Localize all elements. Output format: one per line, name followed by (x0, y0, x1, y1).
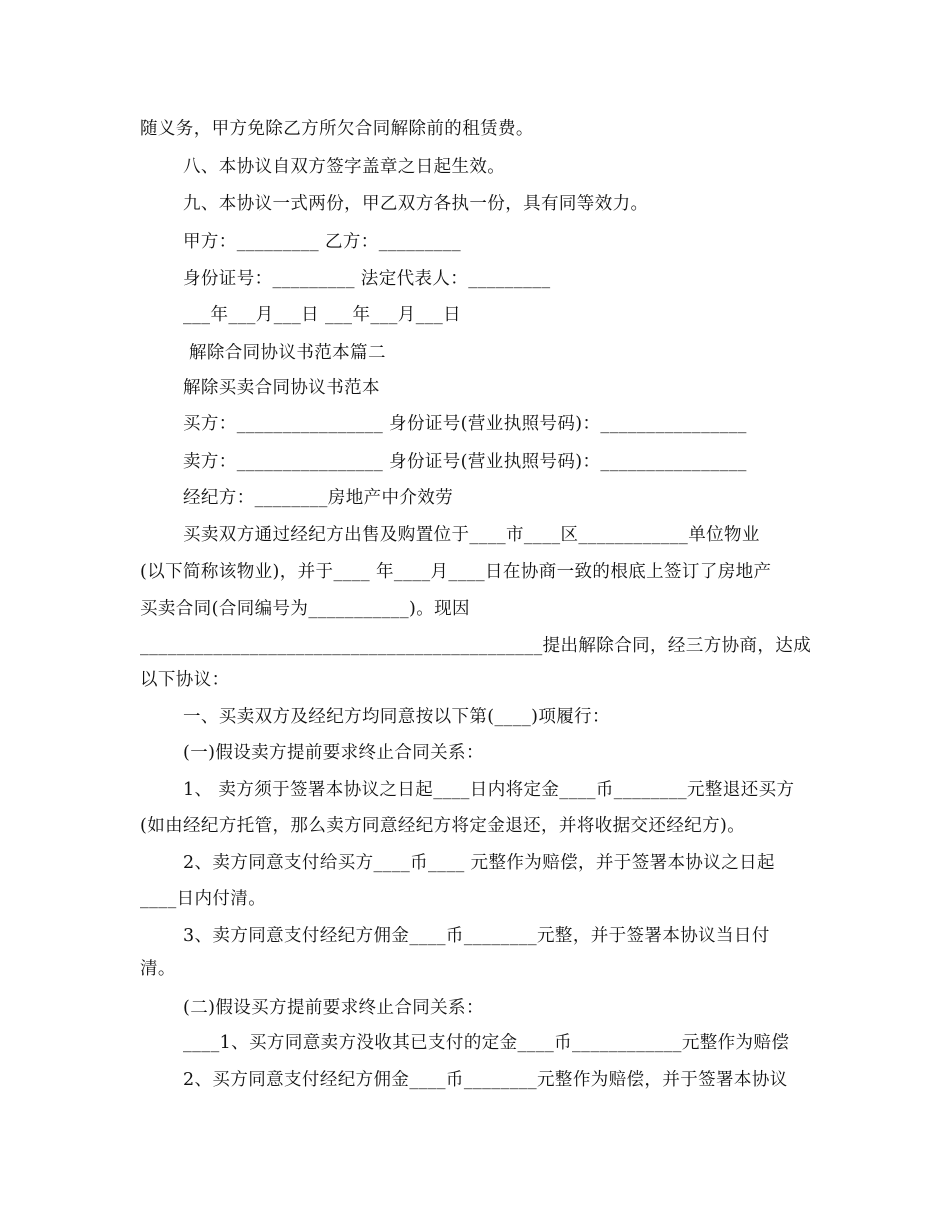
subsection-heading: (一)假设卖方提前要求终止合同关系： (183, 743, 484, 763)
signature-line-parties: 甲方：_________ 乙方：_________ (183, 232, 462, 252)
text-line: ____日内付清。 (140, 889, 267, 909)
text-line: 买卖合同(合同编号为___________)。现因 (140, 599, 470, 619)
text-line: 九、本协议一式两份，甲乙双方各执一份，具有同等效力。 (183, 194, 649, 214)
signature-line-ids: 身份证号：_________ 法定代表人：_________ (183, 269, 551, 289)
signature-line-dates: ___年___月___日 ___年___月___日 (183, 305, 462, 325)
text-line: 3、卖方同意支付经纪方佣金____币________元整，并于签署本协议当日付 (183, 926, 770, 946)
agent-line: 经纪方：________房地产中介效劳 (183, 488, 454, 508)
seller-line: 卖方：________________ 身份证号(营业执照号码)：________________ (183, 452, 747, 472)
buyer-line: 买方：________________ 身份证号(营业执照号码)：________________ (183, 414, 747, 434)
text-line: 一、买卖双方及经纪方均同意按以下第(____)项履行： (183, 707, 610, 727)
text-line: 1、 卖方须于签署本协议之日起____日内将定金____币________元整退还买方 (183, 780, 795, 800)
text-line: 2、买方同意支付经纪方佣金____币________元整作为赔偿，并于签署本协议 (183, 1070, 788, 1090)
text-line: 买卖双方通过经纪方出售及购置位于____市____区____________单位物业 (183, 525, 760, 545)
text-line: (以下简称该物业)，并于____ 年____月____日在协商一致的根底上签订了房地产 (140, 562, 772, 582)
subsection-heading: (二)假设买方提前要求终止合同关系： (183, 998, 484, 1018)
document-title: 解除买卖合同协议书范本 (183, 378, 380, 398)
text-line: 以下协议： (140, 670, 230, 690)
text-line: (如由经纪方托管，那么卖方同意经纪方将定金退还，并将收据交还经纪方)。 (140, 816, 746, 836)
text-line: 清。 (140, 959, 176, 979)
section-heading: 解除合同协议书范本篇二 (183, 343, 386, 363)
text-line: 八、本协议自双方签字盖章之日起生效。 (183, 157, 506, 177)
text-line: 随义务，甲方免除乙方所欠合同解除前的租赁费。 (140, 119, 534, 139)
text-line: ____1、买方同意卖方没收其已支付的定金____币____________元整作为赔偿 (183, 1033, 790, 1053)
text-line: ____________________________________________提出解除合同，经三方协商，达成 (140, 636, 812, 656)
text-line: 2、卖方同意支付给买方____币____ 元整作为赔偿，并于签署本协议之日起 (183, 853, 775, 873)
